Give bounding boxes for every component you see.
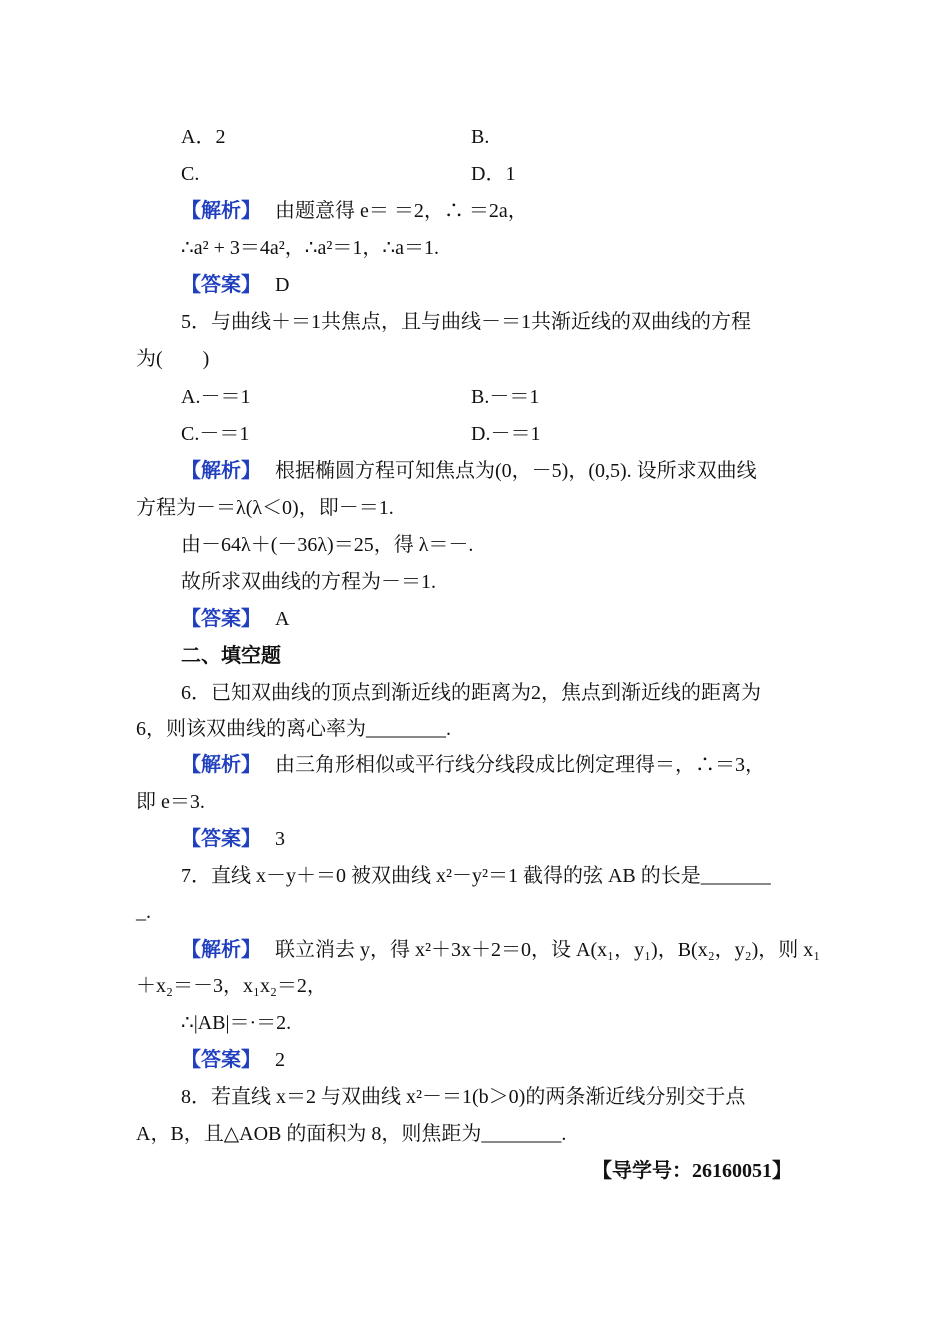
- q7-answer-value: 2: [275, 1049, 285, 1071]
- q4-answer-tag: 【答案】: [181, 274, 261, 296]
- section-title: 二、填空题: [181, 645, 281, 667]
- q5-analysis-tag: 【解析】: [181, 460, 261, 482]
- q5-option-a: A.－＝1: [181, 386, 251, 408]
- q7-analysis-text: 联立消去 y，得 x²＋3x＋2＝0，设 A(x₁，y₁)，B(x₂，y₂)，则 x₁: [275, 939, 821, 961]
- q7-answer: [181, 1047, 285, 1073]
- q5-option-b: B.－＝1: [471, 386, 540, 408]
- q7-stem-line1: 7．直线 x－y＋＝0 被双曲线 x²－y²＝1 截得的弦 AB 的长是_______: [181, 865, 771, 887]
- q4-answer-value: D: [275, 274, 290, 296]
- q6-analysis-line1: [181, 752, 765, 778]
- q7-analysis-line3: ∴|AB|＝·＝2.: [181, 1012, 292, 1034]
- q5-analysis-line3: 由－64λ＋(－36λ)＝25，得 λ＝－.: [181, 534, 474, 556]
- q4-option-c: C.: [181, 163, 200, 185]
- q5-answer-value: A: [275, 608, 290, 630]
- q5-analysis-line1: [181, 458, 757, 484]
- q4-analysis-tag: 【解析】: [181, 200, 261, 222]
- q5-stem-line1: 5．与曲线＋＝1共焦点，且与曲线－＝1共渐近线的双曲线的方程: [181, 311, 751, 333]
- q5-option-c: C.－＝1: [181, 423, 250, 445]
- q7-analysis-tag: 【解析】: [181, 939, 261, 961]
- q8-reference-number: 【导学号：26160051】: [592, 1160, 792, 1182]
- q6-answer-value: 3: [275, 828, 285, 850]
- q4-analysis-text: 由题意得 e＝ ＝2，∴ ＝2a，: [275, 200, 528, 222]
- q4-analysis-line2: ∴a² + 3＝4a²，∴a²＝1，∴a＝1.: [181, 237, 439, 259]
- q7-stem-line2: _.: [136, 901, 151, 923]
- q5-stem-line2: 为( ): [136, 348, 210, 370]
- q6-analysis-text: 由三角形相似或平行线分线段成比例定理得＝，∴＝3，: [275, 754, 765, 776]
- q7-answer-tag: 【答案】: [181, 1049, 261, 1071]
- q5-answer: [181, 606, 289, 632]
- q6-answer: [181, 826, 285, 852]
- q6-answer-tag: 【答案】: [181, 828, 261, 850]
- q6-stem-line1: 6．已知双曲线的顶点到渐近线的距离为2，焦点到渐近线的距离为: [181, 682, 761, 704]
- q4-option-b: B.: [471, 126, 490, 148]
- q7-analysis-line1: [181, 937, 820, 963]
- q4-option-d: D．1: [471, 163, 516, 185]
- q6-stem-line2: 6，则该双曲线的离心率为________.: [136, 718, 451, 740]
- q5-analysis-line2: 方程为－＝λ(λ＜0)，即－＝1.: [136, 497, 394, 519]
- q5-analysis-line4: 故所求双曲线的方程为－＝1.: [181, 571, 436, 593]
- q8-stem-line2: A，B，且△AOB 的面积为 8，则焦距为________.: [136, 1123, 567, 1145]
- q4-option-a: A．2: [181, 126, 226, 148]
- q5-option-d: D.－＝1: [471, 423, 541, 445]
- q4-answer: [181, 272, 289, 298]
- q4-analysis-line1: [181, 198, 528, 224]
- q6-analysis-tag: 【解析】: [181, 754, 261, 776]
- q8-stem-line1: 8．若直线 x＝2 与双曲线 x²－＝1(b＞0)的两条渐近线分别交于点: [181, 1086, 746, 1108]
- q5-analysis-text: 根据椭圆方程可知焦点为(0，－5)，(0,5). 设所求双曲线: [275, 460, 757, 482]
- q5-answer-tag: 【答案】: [181, 608, 261, 630]
- q7-analysis-line2: ＋x₂＝－3，x₁x₂＝2，: [136, 975, 327, 997]
- q6-analysis-line2: 即 e＝3.: [136, 791, 205, 813]
